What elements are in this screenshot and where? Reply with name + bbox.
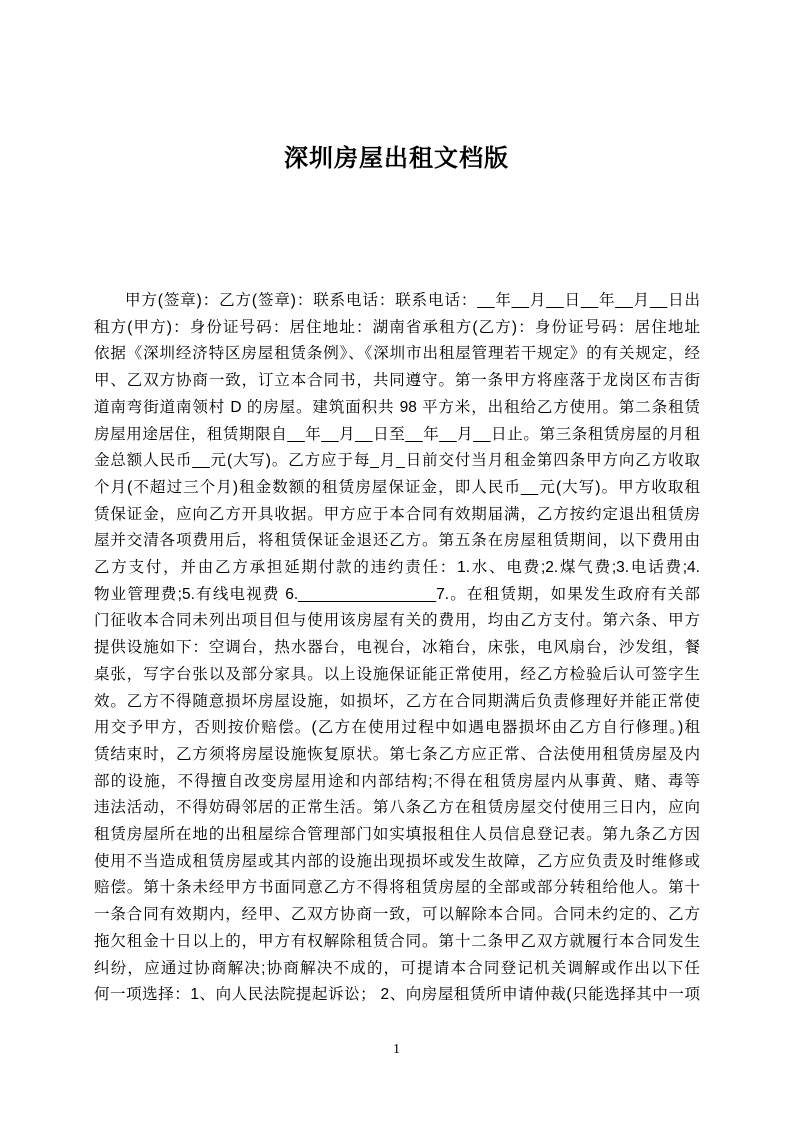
text-line: 提供设施如下：空调台，热水器台，电视台，冰箱台，床张，电风扇台，沙发组，餐 [94, 639, 700, 657]
text-line: 赔偿。第十条未经甲方书面同意乙方不得将租赁房屋的全部或部分转租给他人。第十 [94, 879, 700, 897]
text-line: 个月(不超过三个月)租金数额的租赁房屋保证金，即人民币__元(大写)。甲方收取租 [94, 478, 700, 496]
text-line: 门征收本合同未列出项目但与使用该房屋有关的费用，均由乙方支付。第六条、甲方 [94, 612, 700, 630]
text-line: 效。乙方不得随意损坏房屋设施，如损坏，乙方在合同期满后负责修理好并能正常使 [94, 692, 700, 710]
page-number: 1 [393, 1042, 400, 1057]
text-line: 甲、乙双方协商一致，订立本合同书，共同遵守。第一条甲方将座落于龙岗区布吉街 [94, 372, 700, 390]
text-line: 屋并交清各项费用后，将租赁保证金退还乙方。第五条在房屋租赁期间，以下费用由 [94, 532, 700, 550]
text-line: 一条合同有效期内，经甲、乙双方协商一致，可以解除本合同。合同未约定的、乙方 [94, 906, 700, 924]
document-body [94, 288, 700, 1009]
text-line: 用交予甲方，否则按价赔偿。(乙方在使用过程中如遇电器损坏由乙方自行修理。)租 [94, 719, 700, 737]
text-line: 赁结束时，乙方须将房屋设施恢复原状。第七条乙方应正常、合法使用租赁房屋及内 [94, 745, 700, 763]
text-line: 桌张，写字台张以及部分家具。以上设施保证能正常使用，经乙方检验后认可签字生 [94, 665, 700, 683]
text-line: 依据《深圳经济特区房屋租赁条例》、《深圳市出租屋管理若干规定》的有关规定，经 [94, 345, 700, 363]
text-line: 赁保证金，应向乙方开具收据。甲方应于本合同有效期届满，乙方按约定退出租赁房 [94, 505, 700, 523]
text-line: 房屋用途居住，租赁期限自__年__月__日至__年__月__日止。第三条租赁房屋的月租 [94, 425, 700, 443]
text-line: 部的设施，不得擅自改变房屋用途和内部结构;不得在租赁房屋内从事黄、赌、毒等 [94, 772, 700, 790]
text-line: 使用不当造成租赁房屋或其内部的设施出现损坏或发生故障，乙方应负责及时维修或 [94, 852, 700, 870]
text-line: 物业管理费;5.有线电视费 6.________________7.。在租赁期，如果发生政府有关部 [94, 585, 700, 603]
text-line: 违法活动，不得妨碍邻居的正常生活。第八条乙方在租赁房屋交付使用三日内，应向 [94, 799, 700, 817]
text-line: 租方(甲方)：身份证号码：居住地址：湖南省承租方(乙方)：身份证号码：居住地址 [94, 318, 700, 336]
text-line: 纠纷，应通过协商解决;协商解决不成的，可提请本合同登记机关调解或作出以下任 [94, 959, 700, 977]
text-line: 拖欠租金十日以上的，甲方有权解除租赁合同。第十二条甲乙双方就履行本合同发生 [94, 932, 700, 950]
text-line: 金总额人民币__元(大写)。乙方应于每_月_日前交付当月租金第四条甲方向乙方收取 [94, 452, 700, 470]
text-line: 租赁房屋所在地的出租屋综合管理部门如实填报租住人员信息登记表。第九条乙方因 [94, 826, 700, 844]
text-line: 何一项选择：1、向人民法院提起诉讼； 2、向房屋租赁所申请仲裁(只能选择其中一项 [94, 986, 700, 1004]
text-line: 道南弯街道南领村 D 的房屋。建筑面积共 98 平方米，出租给乙方使用。第二条租赁 [94, 398, 700, 416]
text-line: 乙方支付，并由乙方承担延期付款的违约责任：1.水、电费;2.煤气费;3.电话费;4. [94, 559, 700, 577]
document-title: 深圳房屋出租文档版 [284, 145, 509, 172]
text-line: 甲方(签章)：乙方(签章)：联系电话：联系电话：__年__月__日__年__月__日出 [125, 292, 700, 309]
